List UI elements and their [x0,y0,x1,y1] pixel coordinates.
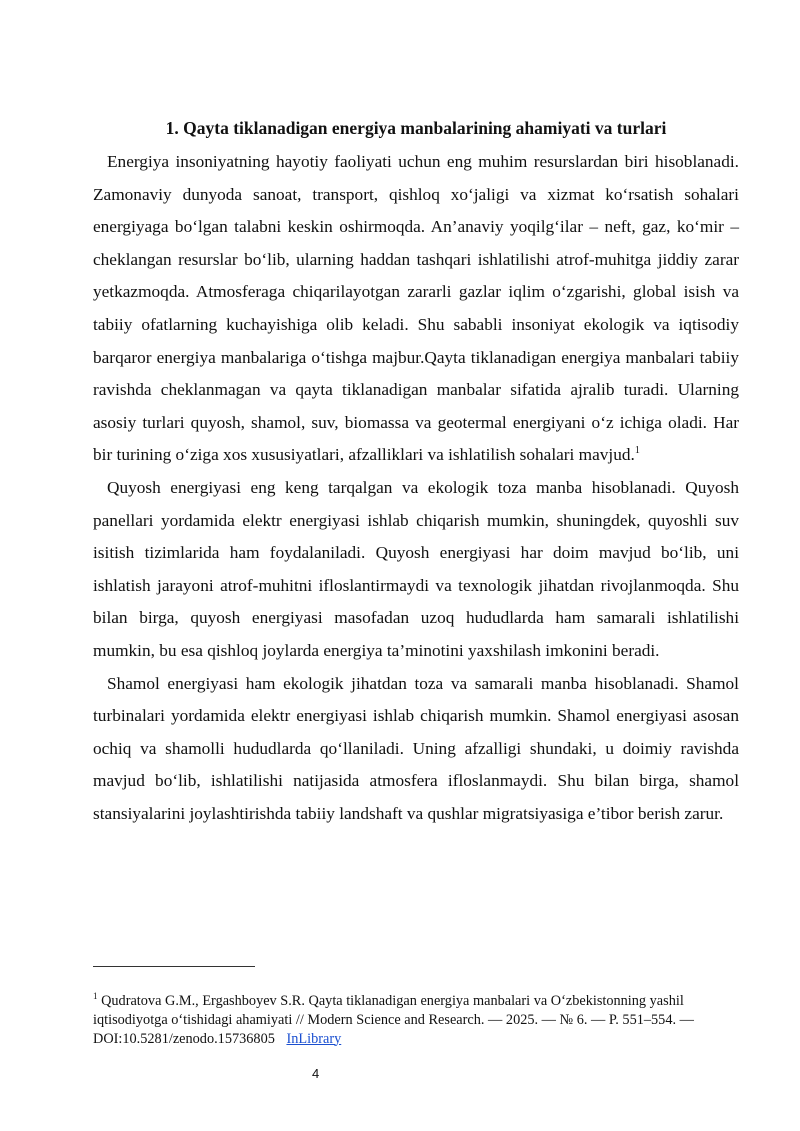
footnote-reference[interactable]: 1 [634,445,640,457]
inlibrary-link[interactable]: InLibrary [286,1030,342,1047]
section-heading: 1. Qayta tiklanadigan energiya manbalarining ahamiyati va turlari [165,118,667,138]
footnote-divider [93,966,255,967]
paragraph-1-text: Energiya insoniyatning hayotiy faoliyati uchun eng muhim resurslardan biri hisoblanadi. Zamonaviy dunyoda sanoat, transport, qishloq xo‘jaligi va xizmat ko‘rsatish sohalari energiyaga bo‘lgan talabni keskin oshirmoqda. An’anaviy yoqilg‘ilar – neft, gaz, ko‘mir – cheklangan resurslar bo‘lib, ularning haddan tashqari ishlatilishi atrof-muhitga jiddiy zarar yetkazmoqda. Atmosferaga chiqarilayotgan zararli gazlar iqlim o‘zgarishi, global isish va tabiiy ofatlarning kuchayishiga olib keladi. Shu sababli insoniyat ekologik va iqtisodiy barqaror energiya manbalariga o‘tishga majbur.Qayta tiklanadigan energiya manbalari tabiiy ravishda cheklanmagan va qayta tiklanadigan manbalar sifatida ajralib turadi. Ularning asosiy turlari quyosh, shamol, suv, biomassa va geotermal energiyani o‘z ichiga oladi. Har bir turining o‘ziga xos xususiyatlari, afzalliklari va ishlatilish sohalari mavjud. [93,152,739,465]
paragraph-3: Shamol energiyasi ham ekologik jihatdan toza va samarali manba hisoblanadi. Shamol turbinalari yordamida elektr energiyasi ishlab chiqarish mumkin. Shamol energiyasi asosan ochiq va shamolli hududlarda qo‘llaniladi. Uning afzalligi shundaki, u doimiy ravishda mavjud bo‘lib, ishlatilishi natijasida atmosfera ifloslanmaydi. Shu bilan birga, shamol stansiyalarini joylashtirishda tabiiy landshaft va qushlar migratsiyasiga e’tibor berish zarur. [93,673,739,823]
footnote-text: Qudratova G.M., Ergashboyev S.R. Qayta tiklanadigan energiya manbalari va O‘zbekistonning yashil iqtisodiyotga o‘tishidagi ahamiyati // Modern Science and Research. — 2025. — № 6. — P. 551–554. — DOI:10.5281/zenodo.15736805 [93,993,694,1047]
footnote [93,992,739,1048]
paragraph-2: Quyosh energiyasi eng keng tarqalgan va ekologik toza manba hisoblanadi. Quyosh panellari yordamida elektr energiyasi ishlab chiqarish mumkin, shuningdek, quyoshli suv isitish tizimlarida ham foydalaniladi. Quyosh energiyasi har doim mavjud bo‘lib, uni ishlatish jarayoni atrof-muhitni ifloslantirmaydi va texnologik jihatdan rivojlanmoqda. Shu bilan birga, quyosh energiyasi masofadan uzoq hududlarda ham samarali ishlatilishi mumkin, bu esa qishloq joylarda energiya ta’minotini yaxshilash imkonini beradi. [93,477,739,660]
footnote-marker: 1 [93,991,98,1002]
page-number: 4 [312,1066,320,1081]
paragraph-1 [93,146,739,472]
document-body [93,115,739,830]
